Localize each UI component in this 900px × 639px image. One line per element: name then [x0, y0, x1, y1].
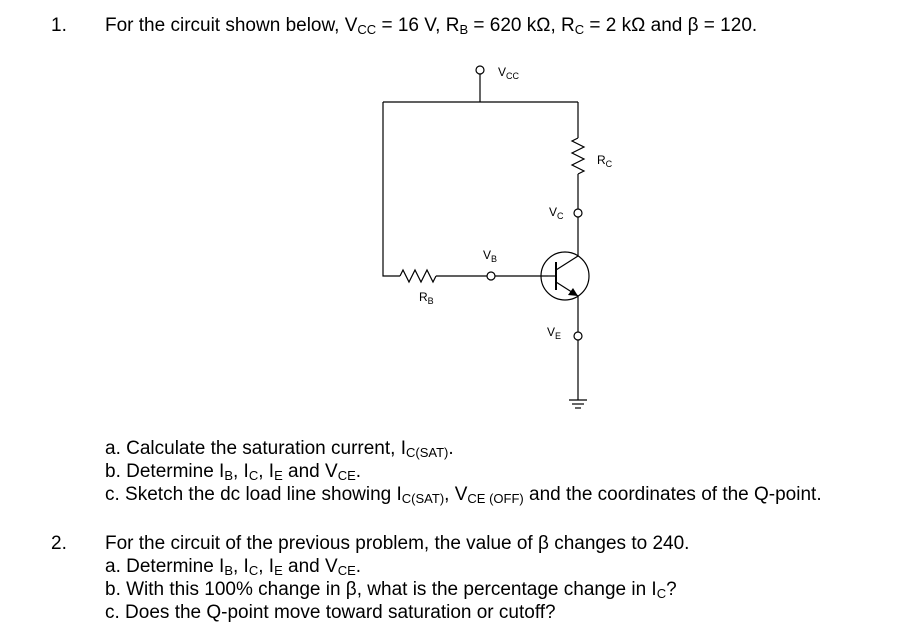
- problem-1-part-c: c. Sketch the dc load line showing $I_{C(SAT)}$, $V_{CE (OFF)}$ and the coordinates of the Q-point.: [105, 484, 822, 506]
- problem-2-part-c: c. Does the Q-point move toward saturation or cutoff?: [105, 602, 556, 623]
- rc-label: $R_C$: [597, 153, 613, 169]
- problem-1-statement: For the circuit shown below, $V_{CC} = 16$ V, $R_B = 620$ kΩ, $R_C = 2$ kΩ and β = 120.: [105, 15, 758, 37]
- problem-2-part-b: b. With this 100% change in β, what is the percentage change in $I_C$?: [105, 579, 677, 601]
- ve-label: $V_E$: [547, 325, 562, 341]
- vc-terminal: [574, 209, 582, 217]
- vcc-label: $V_{CC}$: [498, 65, 520, 81]
- left-wire: [383, 102, 400, 276]
- problem-2-number: 2.: [51, 533, 67, 554]
- problem-2-part-a: a. Determine $I_B$, $I_C$, $I_E$ and $V_{CE}$.: [105, 556, 362, 578]
- problem-2-intro: For the circuit of the previous problem, the value of β changes to 240.: [105, 533, 690, 554]
- vcc-terminal: [476, 66, 484, 74]
- emitter-arrow-icon: [568, 288, 578, 296]
- transistor-collector-lead: [556, 256, 578, 270]
- ve-terminal: [574, 332, 582, 340]
- vc-label: $V_C$: [549, 205, 564, 221]
- vb-label: $V_B$: [483, 248, 498, 264]
- problem-1-part-a: a. Calculate the saturation current, $I_{C(SAT)}$.: [105, 438, 454, 460]
- rc-resistor: [572, 138, 584, 174]
- rb-resistor: [400, 270, 436, 282]
- problem-1-number: 1.: [51, 15, 67, 36]
- rb-label: $R_B$: [419, 290, 434, 306]
- problem-1-part-b: b. Determine $I_B$, $I_C$, $I_E$ and $V_{CE}$.: [105, 461, 362, 483]
- vb-terminal: [487, 272, 495, 280]
